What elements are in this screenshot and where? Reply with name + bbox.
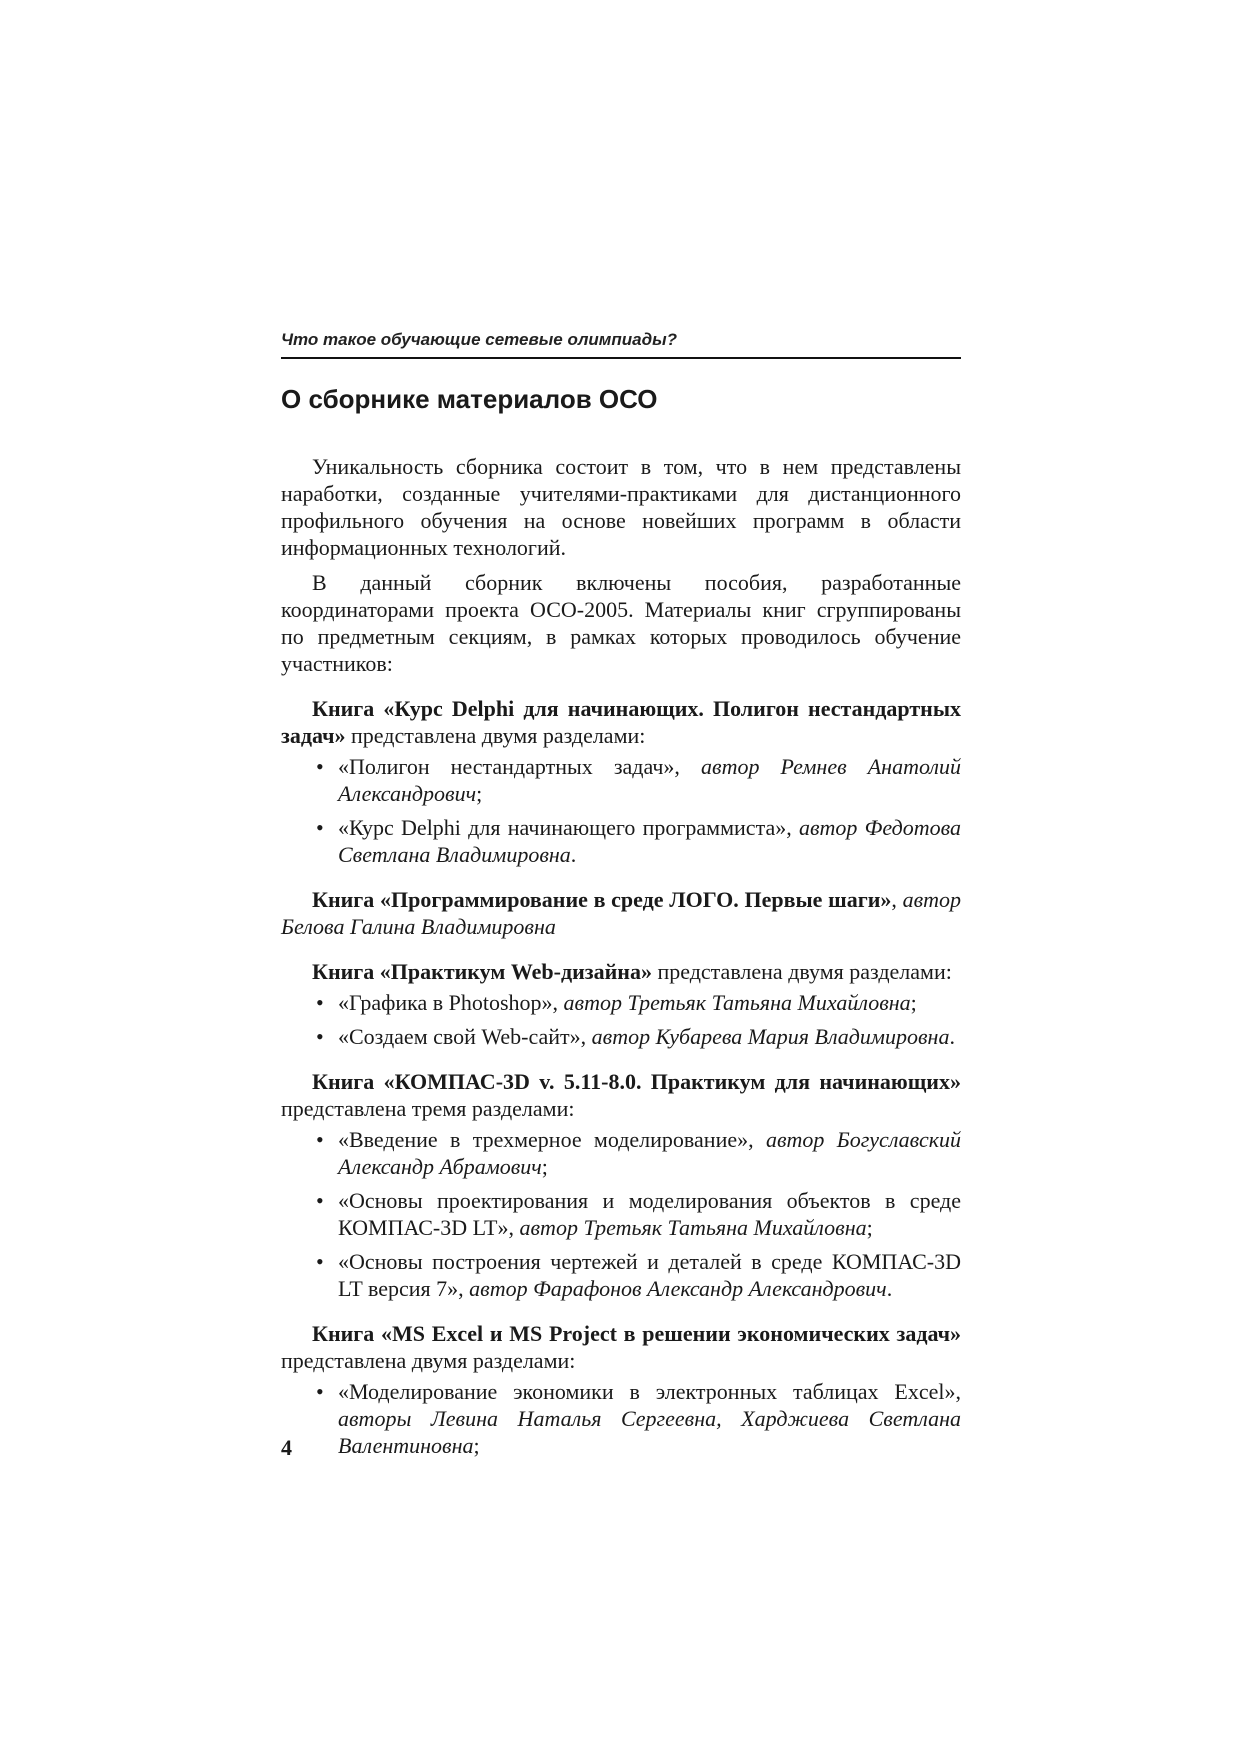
bullet-icon: • — [316, 815, 324, 840]
author-name: автор Третьяк Татьяна Михайловна — [563, 990, 911, 1015]
list-item: • «Графика в Photoshop», автор Третьяк Татьяна Михайловна; — [316, 990, 917, 1015]
list-item: • «Создаем свой Web-сайт», автор Кубарева Мария Владимировна. — [316, 1024, 955, 1049]
author-name: автор Третьяк Татьяна Михайловна — [519, 1215, 867, 1240]
bullet-icon: • — [316, 1188, 324, 1213]
book-description: представлена двумя разделами: — [345, 723, 646, 748]
section-list — [281, 1126, 961, 1302]
book-entry — [281, 1068, 961, 1302]
section-title: О сборнике материалов ОСО — [281, 384, 658, 414]
list-item: • «Основы проектирования и моделирования объектов в среде КОМПАС-3D LT», автор Третьяк Татьяна Михайловна; — [316, 1188, 961, 1240]
book-entry — [281, 886, 961, 940]
bullet-icon: • — [316, 1127, 324, 1152]
book-entry — [281, 695, 961, 868]
bullet-icon: • — [316, 990, 324, 1015]
bullet-icon: • — [316, 1249, 324, 1274]
book-title: Книга «Практикум Web-дизайна» — [312, 959, 652, 984]
author-name: автор Кубарева Мария Владимировна — [591, 1024, 950, 1049]
author-name: автор Федотова Светлана Владимировна — [338, 815, 961, 867]
intro-paragraph-2: В данный сборник включены пособия, разработанные координаторами проекта ОСО-2005. Материалы книг сгруппированы по предметным секциям, в рамках которых проводилось обучение участников: — [281, 570, 961, 676]
header-rule — [281, 357, 961, 359]
book-description: представлена двумя разделами: — [651, 959, 952, 984]
list-item: • «Моделирование экономики в электронных таблицах Excel», авторы Левина Наталья Сергеевна, Харджиева Светлана Валентиновна; — [316, 1379, 961, 1458]
book-title: Книга «Курс Delphi для начинающих. Полигон нестандартных задач» — [281, 696, 961, 748]
section-list — [281, 1378, 961, 1459]
section-list — [281, 989, 961, 1050]
section-list — [281, 753, 961, 868]
intro-paragraph-1: Уникальность сборника состоит в том, что в нем представлены наработки, созданные учителями-практиками для дистанционного профильного обучения на основе новейших программ в области информационных технологий. — [281, 454, 961, 560]
book-entry — [281, 958, 961, 1050]
page-number: 4 — [281, 1435, 292, 1460]
book-title: Книга «КОМПАС-3D v. 5.11-8.0. Практикум для начинающих» — [312, 1069, 961, 1094]
list-item: • «Введение в трехмерное моделирование», автор Богуславский Александр Абрамович; — [316, 1127, 961, 1179]
bullet-icon: • — [316, 1379, 324, 1404]
author-name: авторы Левина Наталья Сергеевна, Харджиева Светлана Валентиновна — [338, 1406, 961, 1458]
author-name: автор Белова Галина Владимировна — [281, 887, 962, 939]
book-description: представлена тремя разделами: — [281, 1096, 575, 1121]
page-body — [281, 327, 961, 1466]
list-item: • «Основы построения чертежей и деталей в среде КОМПАС-3D LT версия 7», автор Фарафонов Александр Александрович. — [316, 1249, 961, 1301]
bullet-icon: • — [316, 754, 324, 779]
book-description: представлена двумя разделами: — [281, 1348, 576, 1373]
book-title: Книга «MS Excel и MS Project в решении экономических задач» — [312, 1321, 961, 1346]
list-item: • «Полигон нестандартных задач», автор Ремнев Анатолий Александрович; — [316, 754, 961, 806]
list-item: • «Курс Delphi для начинающего программиста», автор Федотова Светлана Владимировна. — [316, 815, 961, 867]
book-title: Книга «Программирование в среде ЛОГО. Первые шаги» — [312, 887, 892, 912]
author-name: автор Богуславский Александр Абрамович — [338, 1127, 961, 1179]
book-entry — [281, 1320, 961, 1459]
author-name: автор Фарафонов Александр Александрович — [469, 1276, 887, 1301]
running-head: Что такое обучающие сетевые олимпиады? — [281, 330, 678, 349]
bullet-icon: • — [316, 1024, 324, 1049]
author-name: автор Ремнев Анатолий Александрович — [338, 754, 961, 806]
book-description: , — [891, 887, 903, 912]
